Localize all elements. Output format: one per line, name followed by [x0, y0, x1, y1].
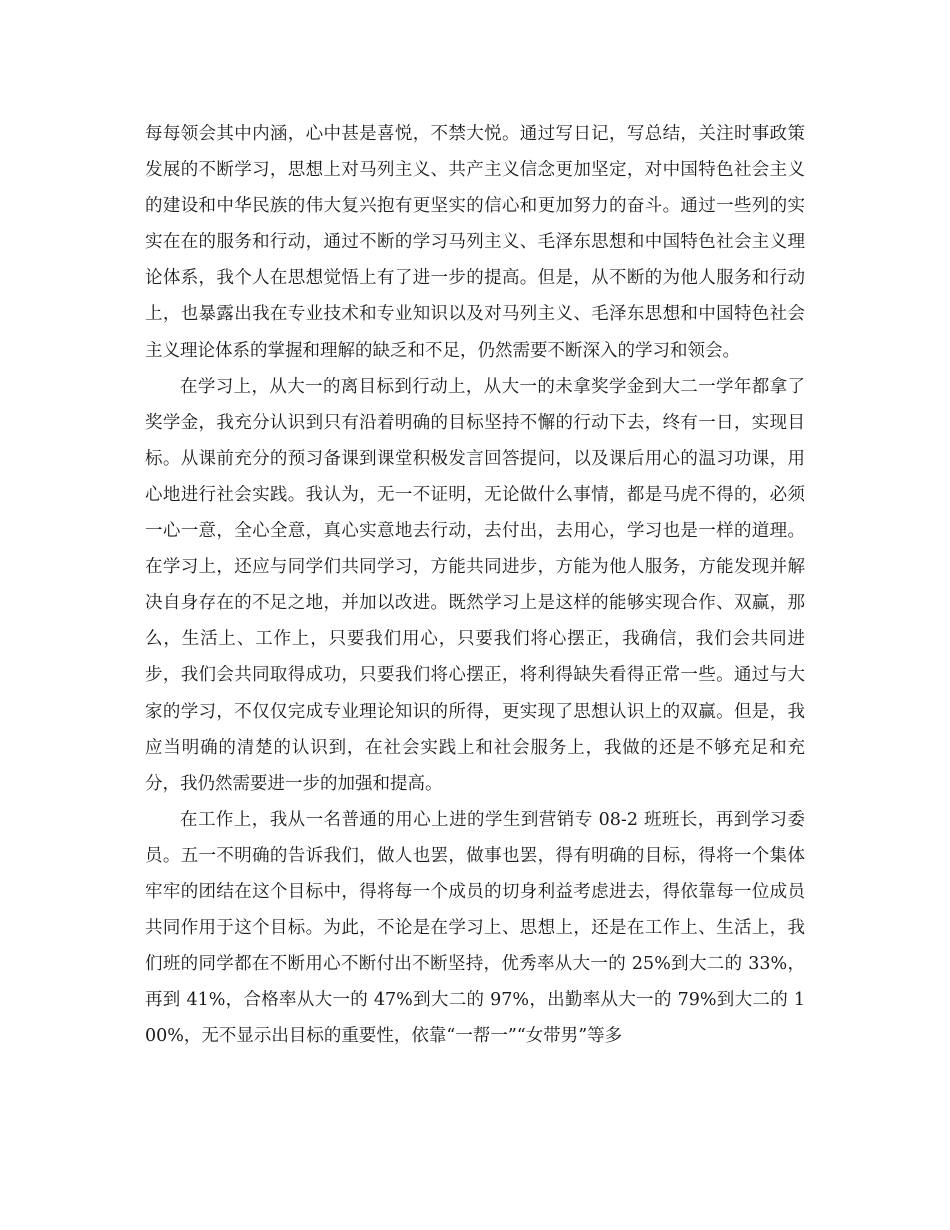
paragraph-work: 在工作上，我从一名普通的用心上进的学生到营销专 08-2 班班长，再到学习委员。五一不明确的告诉我们，做人也罢，做事也罢，得有明确的目标，得将一个集体牢牢的团结在这个目标中，得将每一个成员的切身利益考虑进去，得依靠每一位成员共同作用于这个目标。为此，不论是在学习上、思想上，还是在工作上、生活上，我们班的同学都在不断用心不断付出不断坚持，优秀率从大一的 25%到大二的 33%，再到 41%，合格率从大一的 47%到大二的 97%，出勤率从大一的 79%到大二的 100%，无不显示出目标的重要性，依靠“一帮一”“女带男”等多	[145, 809, 805, 1047]
paragraph-study: 在学习上，从大一的离目标到行动上，从大一的未拿奖学金到大二一学年都拿了奖学金，我充分认识到只有沿着明确的目标坚持不懈的行动下去，终有一日，实现目标。从课前充分的预习备课到课堂积极发言回答提问，以及课后用心的温习功课，用心地进行社会实践。我认为，无一不证明，无论做什么事情，都是马虎不得的，必须一心一意，全心全意，真心实意地去行动，去付出，去用心，学习也是一样的道理。在学习上，还应与同学们共同学习，方能共同进步，方能为他人服务，方能发现并解决自身存在的不足之地，并加以改进。既然学习上是这样的能够实现合作、双赢，那么，生活上、工作上，只要我们用心，只要我们将心摆正，我确信，我们会共同进步，我们会共同取得成功，只要我们将心摆正，将利得缺失看得正常一些。通过与大家的学习，不仅仅完成专业理论知识的所得，更实现了思想认识上的双赢。但是，我应当明确的清楚的认识到，在社会实践上和社会服务上，我做的还是不够充足和充分，我仍然需要进一步的加强和提高。	[145, 376, 805, 794]
paragraph-thought: 每每领会其中内涵，心中甚是喜悦，不禁大悦。通过写日记，写总结，关注时事政策发展的不断学习，思想上对马列主义、共产主义信念更加坚定，对中国特色社会主义的建设和中华民族的伟大复兴抱有更坚实的信心和更加努力的奋斗。通过一些列的实实在在的服务和行动，通过不断的学习马列主义、毛泽东思想和中国特色社会主义理论体系，我个人在思想觉悟上有了进一步的提高。但是，从不断的为他人服务和行动上，也暴露出我在专业技术和专业知识以及对马列主义、毛泽东思想和中国特色社会主义理论体系的掌握和理解的缺乏和不足，仍然需要不断深入的学习和领会。	[145, 124, 805, 361]
document-page	[145, 116, 805, 1054]
